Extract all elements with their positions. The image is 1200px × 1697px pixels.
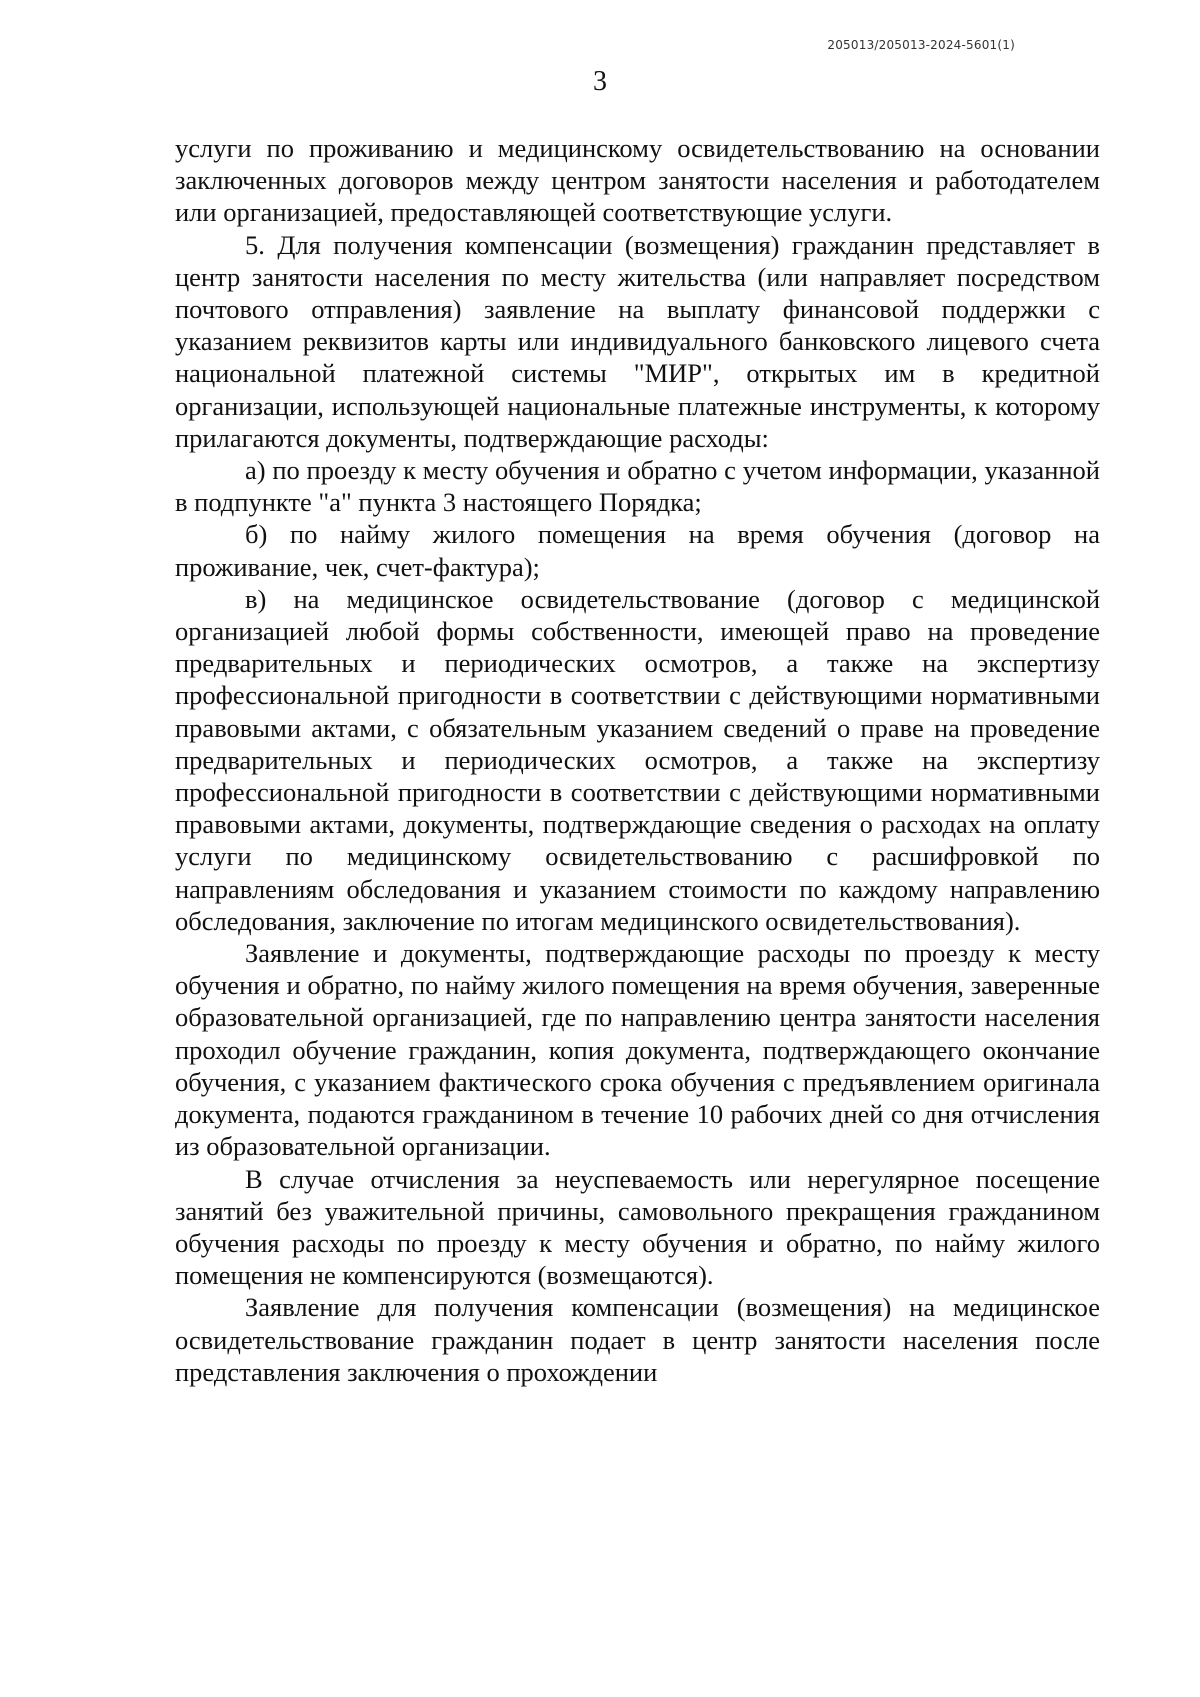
paragraph-documents-submission: Заявление и документы, подтверждающие расходы по проезду к месту обучения и обратно, по найму жилого помещения на время обучения, заверенные образовательной организацией, где по направлению центра занятости населения проходил обучение гражданин, копия документа, подтверждающего окончание обучения, с указанием фактического срока обучения с предъявлением оригинала документа, подаются гражданином в течение 10 рабочих дней со дня отчисления из образовательной организации. xyxy=(175,938,1100,1162)
document-body xyxy=(175,132,1100,1388)
subitem-v: в) на медицинское освидетельствование (договор с медицинской организацией любой формы собственности, имеющей право на проведение предварительных и периодических осмотров, а также на экспертизу профессиональной пригодности в соответствии с действующими нормативными правовыми актами, с обязательным указанием сведений о праве на проведение предварительных и периодических осмотров, а также на экспертизу профессиональной пригодности в соответствии с действующими нормативными правовыми актами, документы, подтверждающие сведения о расходах на оплату услуги по медицинскому освидетельствованию с расшифровкой по направлениям обследования и указанием стоимости по каждому направлению обследования, заключение по итогам медицинского освидетельствования). xyxy=(175,583,1100,936)
page-number: 3 xyxy=(593,66,607,97)
document-id: 205013/205013-2024-5601(1) xyxy=(827,38,1015,52)
paragraph-medical-application: Заявление для получения компенсации (возмещения) на медицинское освидетельствование гражданин подает в центр занятости населения после представления заключения о прохождении xyxy=(175,1292,1100,1387)
subitem-a: а) по проезду к месту обучения и обратно с учетом информации, указанной в подпункте "а" пункта 3 настоящего Порядка; xyxy=(175,455,1100,518)
paragraph-item-5: 5. Для получения компенсации (возмещения) гражданин представляет в центр занятости населения по месту жительства (или направляет посредством почтового отправления) заявление на выплату финансовой поддержки с указанием реквизитов карты или индивидуального банковского лицевого счета национальной платежной системы "МИР", открытых им в кредитной организации, использующей национальные платежные инструменты, к которому прилагаются документы, подтверждающие расходы: xyxy=(175,229,1100,453)
paragraph-continuation: услуги по проживанию и медицинскому освидетельствованию на основании заключенных договоров между центром занятости населения и работодателем или организацией, предоставляющей соответствующие услуги. xyxy=(175,133,1100,228)
paragraph-expulsion: В случае отчисления за неуспеваемость или нерегулярное посещение занятий без уважительной причины, самовольного прекращения гражданином обучения расходы по проезду к месту обучения и обратно, по найму жилого помещения не компенсируются (возмещаются). xyxy=(175,1163,1100,1291)
subitem-b: б) по найму жилого помещения на время обучения (договор на проживание, чек, счет-фактура); xyxy=(175,519,1100,582)
